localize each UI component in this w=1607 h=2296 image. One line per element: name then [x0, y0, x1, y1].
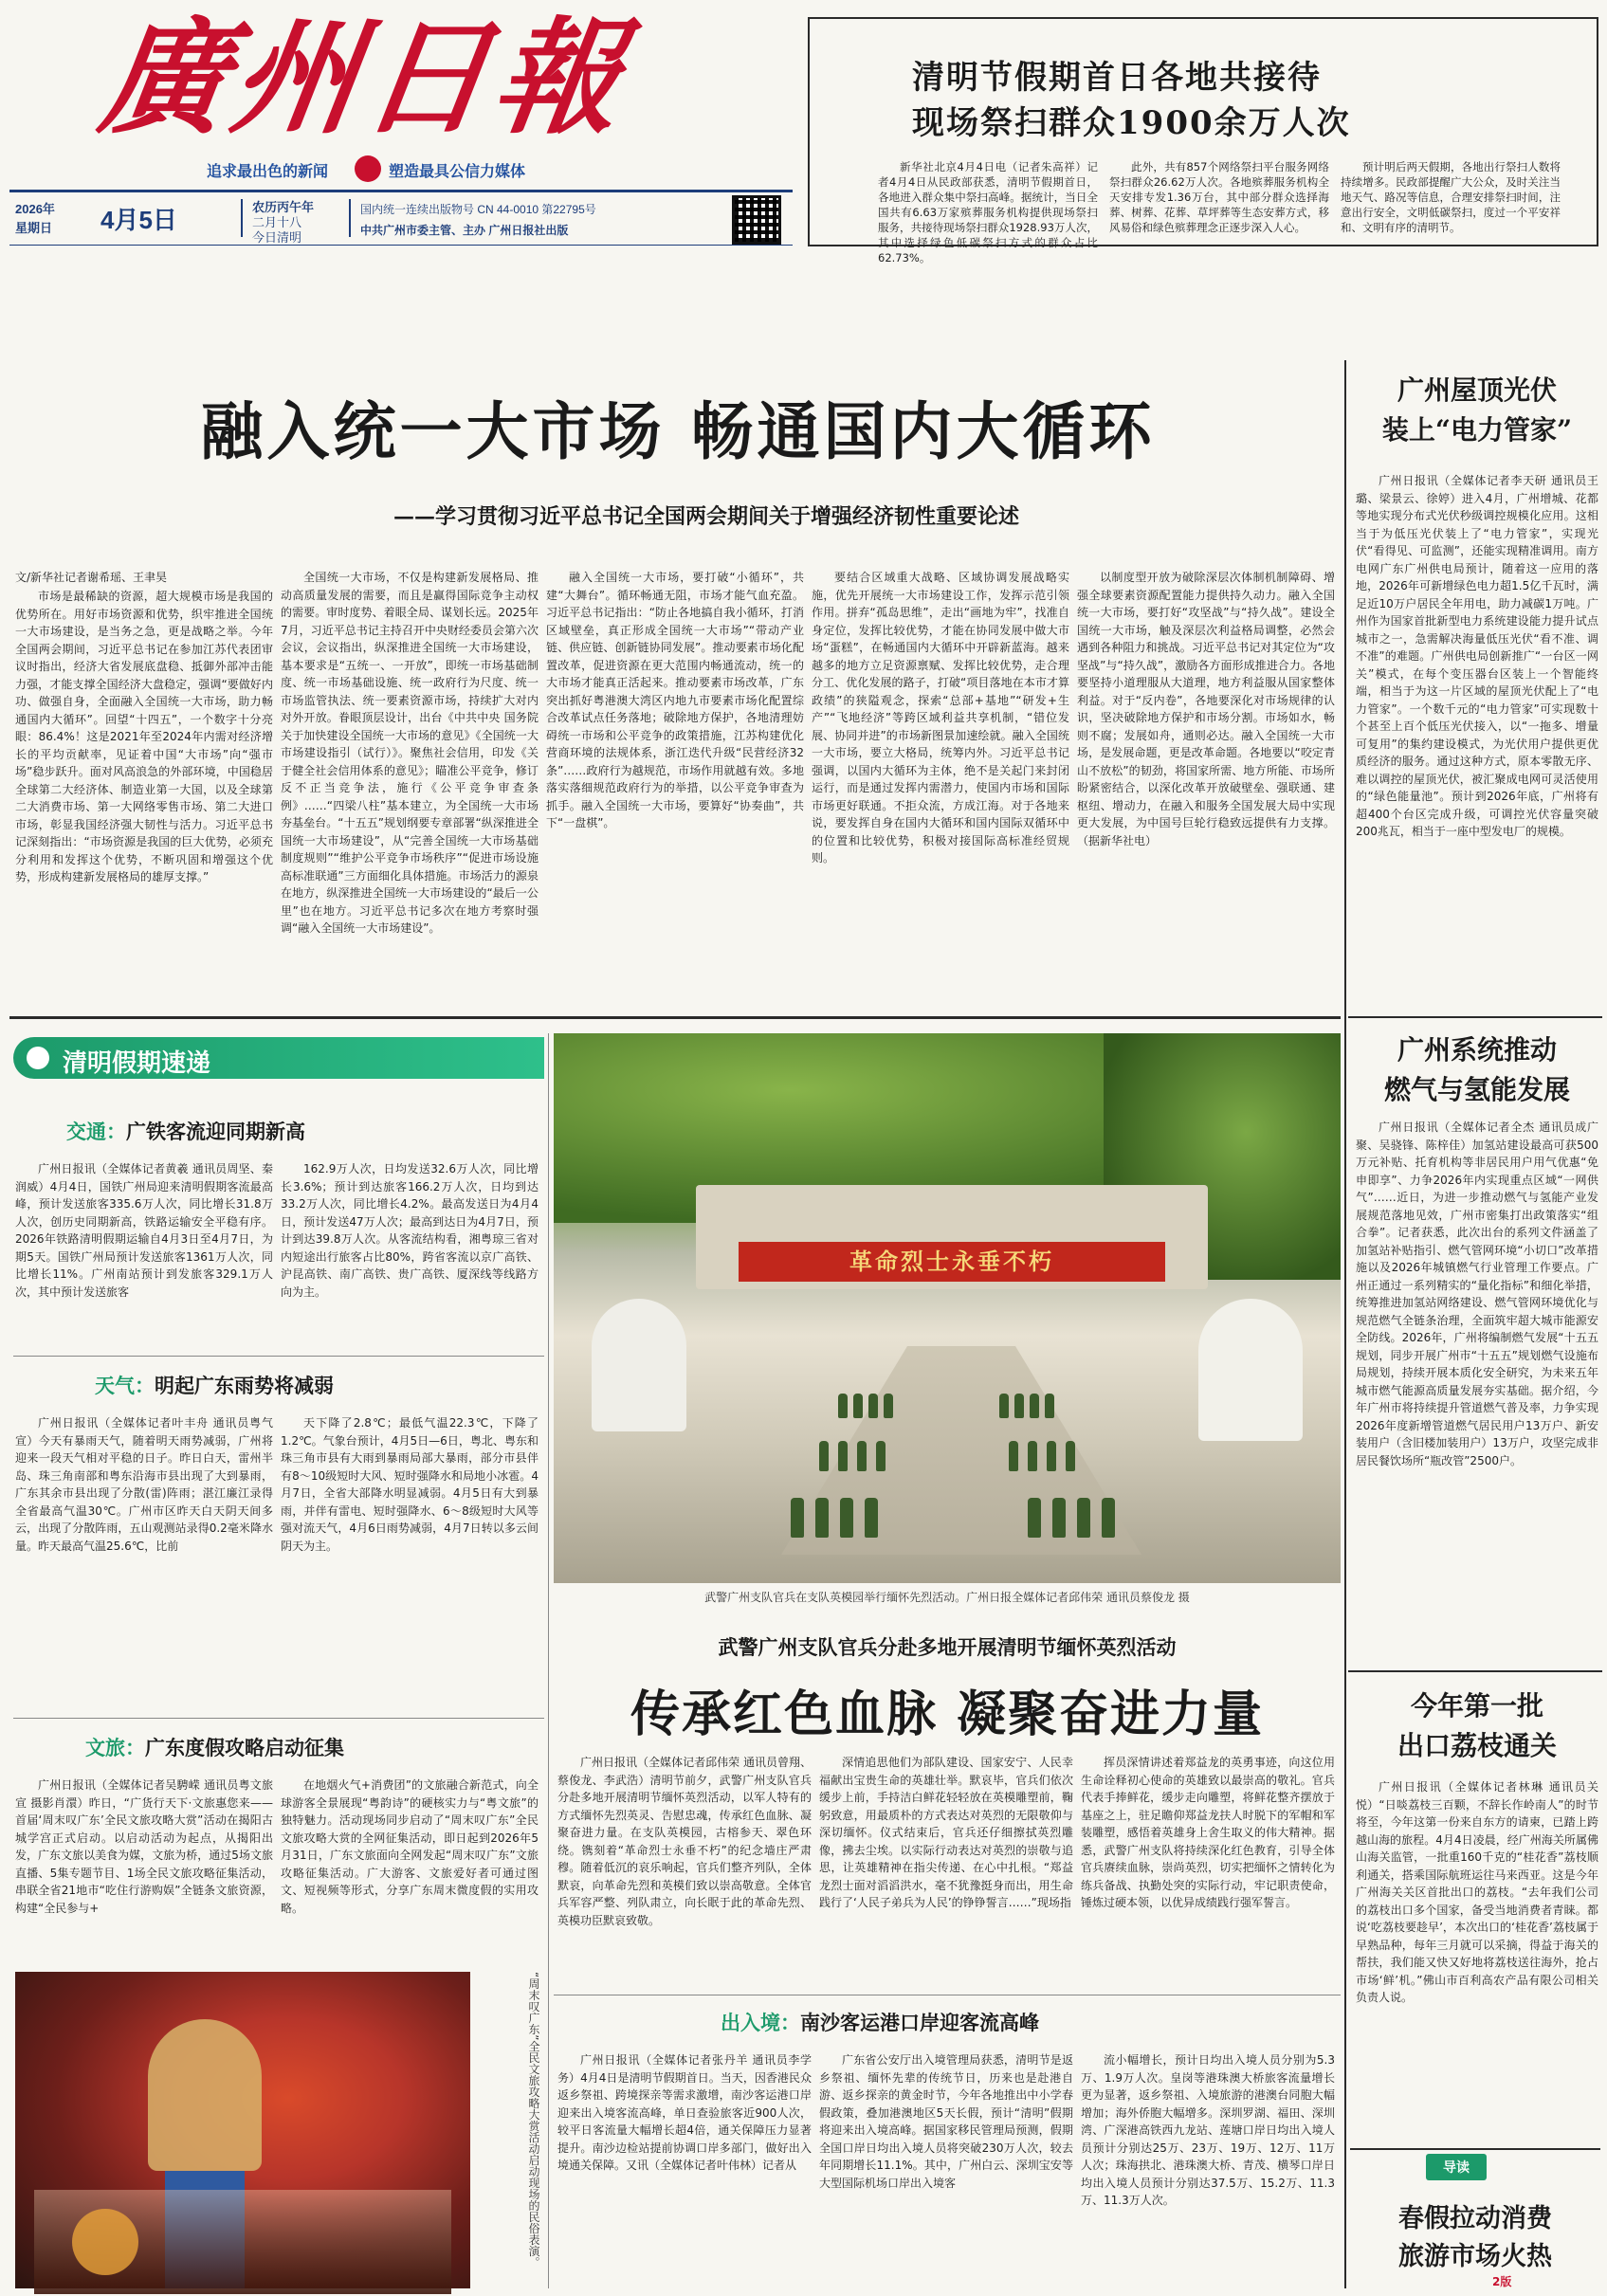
top-story-col2: 此外，共有857个网络祭扫平台服务网络祭扫群众26.62万人次。各地殡葬服务机构全天安排专发1.36万台，其中部分群众选择海葬、树葬、花葬、草坪葬等生态安葬方式，移风易俗和绿色殡葬理念正逐步深入人心。 — [1109, 160, 1329, 234]
dateline-year: 2026年 — [15, 202, 55, 216]
dateline-date: 4月5日 — [100, 206, 177, 234]
qingming-section-bar — [13, 1037, 544, 1079]
right-story2-headline-1: 广州系统推动 — [1397, 1034, 1557, 1066]
masthead-logo-icon — [355, 155, 381, 182]
s3-heading — [85, 1733, 344, 1761]
s2-col1: 广州日报讯（全媒体记者叶丰舟 通讯员粤气宣）今天有暴雨天气，随着明天雨势减弱，广州将迎来一段天气相对平稳的日子。昨日白天，雷州半岛、珠三角南部和粤东沿海市县出现了大到暴雨，广东其余市县出现了分散(雷)阵雨；湛江廉江录得全省最高气温30℃。广州市区昨天白天阴天间多云，出现了分散阵雨，五山观测站录得0.2毫米降水量。昨天最高气温25.6℃，比前 — [15, 1416, 273, 1553]
right-story1-headline-1: 广州屋顶光伏 — [1397, 374, 1557, 406]
s1-col2: 162.9万人次，日均发送32.6万人次，同比增长3.6%；预计到达旅客166.2万人次，日均到达33.2万人次，同比增长4.2%。最高发送日为4月4日，预计发送47万人次；最高到达日为4月7日，预计到达39.8万人次。从客流结构看，湘粤琼三省对内短途出行旅客占比80%，跨省客流以京广高铁、沪昆高铁、南广高铁、贵广高铁、厦深线等线路方向为主。 — [281, 1162, 539, 1299]
guide-line-1: 春假拉动消费 — [1398, 2204, 1552, 2233]
top-story-col3: 预计明后两天假期，各地出行祭扫人数将持续增多。民政部提醒广大公众，及时关注当地天气、路况等信息，合理安排祭扫时间，注意出行安全，文明低碳祭扫，度过一个平安祥和、文明有序的清明节。 — [1341, 160, 1561, 234]
masthead-slogan-right: 塑造最具公信力媒体 — [389, 164, 526, 180]
right-story1-headline-2: 装上“电力管家” — [1381, 414, 1573, 446]
masthead-slogan-left: 追求最出色的新闻 — [207, 164, 329, 180]
right-story1-body: 广州日报讯（全媒体记者李天研 通讯员王璐、梁景云、徐婷）进入4月，广州增城、花都等地实现分布式光伏秒级调控规模化应用。这相当于为低压光伏装上了“电力管家”，实现光伏“看得见、可监测”，还能实现精准调用。南方电网广东广州供电局预计，随着这一应用的落地，2026年可新增绿色电力超1.5亿千瓦时，满足近10万户居民全年用电，助力减碳1万吨。广州作为国家首批新型电力系统建设能力提升试点城市之一，急需解决海量低压光伏“看不准、调不准”的难题。广州供电局创新推广“一台区一网关”模式，在每个变压器台区装上一个智能终端，相当于为这一片区域的屋顶光伏配上了“电力管家”。一个数千元的“电力管家”可实现数十个甚至上百个低压光伏接入，以“一拖多、增量可复用”的集约建设模式，为光伏用户提供更优质经济的服务。通过这种方式，原本零散无序、难以调控的屋顶光伏，被汇聚成电网可灵活使用的“绿色能量池”。预计到2026年底，广州将有超400个台区完成升级，可调控光伏容量突破200兆瓦，相当于一座中型发电厂的规模。 — [1356, 474, 1598, 838]
memorial-photo-caption: 武警广州支队官兵在支队英模园举行缅怀先烈活动。广州日报全媒体记者邱伟荣 通讯员蔡俊龙 摄 — [704, 1591, 1190, 1604]
top-story-headline-2: 现场祭扫群众1900余万人次 — [912, 104, 1351, 142]
dateline-lunar: 农历丙午年 — [252, 200, 315, 214]
s2-title: 明起广东雨势将减弱 — [155, 1375, 334, 1397]
section-bar-icon — [27, 1047, 49, 1069]
center-col2: 深情追思他们为部队建设、国家安宁、人民幸福献出宝贵生命的英雄壮举。默哀毕，官兵们依次缓步上前，手持洁白鲜花轻轻放在英模雕塑前，鞠躬致意，用最质朴的方式表达对英烈的无限敬仰与深切缅怀。仪式结束后，官兵还仔细擦拭英烈雕像，拂去尘埃。以实际行动表达对英烈的崇敬与追思，让英雄精神在指尖传递、在心中扎根。“郑益龙烈士面对滔滔洪水，毫不犹豫挺身而出，用生命践行了‘人民子弟兵为人民’的铮铮誓言……”现场指 — [819, 1756, 1073, 1909]
s2-col2: 天下降了2.8℃；最低气温22.3℃，下降了1.2℃。气象台预计，4月5日—6日，粤北、粤东和珠三角市县有大雨到暴雨局部大暴雨，部分市县伴有8～10级短时大风、短时强降水和局地小冰雹。4月7日，全省大部降水明显减弱。4月5日有大到暴雨，并伴有雷电、短时强降水、6～8级短时大风等强对流天气，4月6日雨势减弱，4月7日转以多云间阴天为主。 — [281, 1416, 539, 1553]
main-story-col5: 以制度型开放为破除深层次体制机制障碍、增强全球要素资源配置能力提供持久动力。融入全国统一大市场，要打好“攻坚战”与“持久战”。建设全国统一大市场，触及深层次利益格局调整，必然会遇到各种阻力和挑战。习近平总书记对其定位为“攻坚战”与“持久战”，激励各方面形成推进合力。各地要坚持小道理服从大道理，地方利益服从国家整体利益。对于“反内卷”，各地要深化对市场规律的认识，坚决破除地方保护和市场分割。市场如水，畅则不腐；发展如舟，通则必达。融入全国统一大市场，是发展命题，更是改革命题。各地要以“咬定青山不放松”的韧劲，将国家所需、地方所能、市场所盼紧密结合，以深化改革开放破壁垒、强联通、建枢纽、增动力，在融入和服务全国发展大局中实现更大发展，为中国号巨轮行稳致远提供有力支撑。（据新华社电） — [1077, 571, 1335, 847]
guide-label: 导读 — [1426, 2154, 1487, 2180]
top-story — [808, 17, 1598, 264]
main-story-col2: 全国统一大市场，不仅是构建新发展格局、推动高质量发展的需要，而且是赢得国际竞争主动权的需要。审时度势、着眼全局、谋划长远。2025年7月，习近平总书记主持召开中央财经委员会第六次会议，会议指出，纵深推进全国统一大市场建设，基本要求是“五统一、一开放”，即统一市场基础制度、统一市场基础设施、统一政府行为尺度、统一市场监管执法、统一要素资源市场，持续扩大对内对外开放。眷眼顶层设计，出台《中共中央 国务院关于加快建设全国统一大市场的意见》《全国统一大市场建设指引（试行）》。聚焦社会信用，印发《关于健全社会信用体系的意见》；瞄准公平竞争，修订反不正当竞争法，施行《公平竞争审查条例》……“四梁八柱”基本建立，为全国统一大市场夯基垒台。“十五五”规划纲要专章部署“纵深推进全国统一大市场建设”，从“完善全国统一大市场基础制度规则”“维护公平竞争市场秩序”“促进市场设施高标准联通”三方面细化具体措施。市场活力的源泉在地方，纵深推进全国统一大市场建设的“最后一公里”也在地方。习近平总书记多次在地方考察时强调“融入全国统一大市场建设”。 — [281, 571, 539, 935]
qr-code[interactable] — [732, 195, 781, 245]
s4-heading — [721, 2008, 1039, 2036]
s1-tag: 交通： — [66, 1121, 126, 1143]
s3-col1: 广州日报讯（全媒体记者吴騁嵘 通讯员粤文旅宣 摄影肖澴）昨日，“广货行天下·文旅惠您来——首届‘周末叹广东’全民文旅攻略大赏”活动在揭阳古城学宫正式启动。以启动活动为起点，从揭阳出发，广东文旅以美食为媒，文旅为桥，通过5场文旅直播、5集专题节目、1场全民文旅攻略征集活动，串联全省21地市“吃住行游购娱”全链条文旅资源，构建“全民参与+ — [15, 1778, 273, 1915]
top-story-headline-1: 清明节假期首日各地共接待 — [912, 59, 1322, 97]
s4-title: 南沙客运港口岸迎客流高峰 — [800, 2012, 1039, 2034]
right-story3-headline-2: 出口荔枝通关 — [1397, 1730, 1557, 1761]
folk-performance-photo[interactable] — [15, 1972, 470, 2288]
dateline-weekday: 星期日 — [15, 221, 53, 235]
s1-heading — [66, 1117, 305, 1145]
s4-col3: 流小幅增长，预计日均出入境人员分别为5.3万、1.9万人次。皇岗等港珠澳大桥旅客流量增长更为显著，返乡祭祖、入境旅游的港澳台同胞大幅增加；海外侨胞大幅增多。深圳罗湖、福田、深圳湾、广深港高铁西九龙站、莲塘口岸日均出入境人员预计分别达25万、23万、19万、12万、11万人次；珠海拱北、港珠澳大桥、青茂、横琴口岸日均出入境人员预计分别达37.5万、15.2万、11.3万、11.3万人次。 — [1081, 2053, 1335, 2207]
s2-tag: 天气： — [95, 1375, 155, 1397]
memorial-banner: 革命烈士永垂不朽 — [739, 1242, 1165, 1282]
right-story3-headline-1: 今年第一批 — [1410, 1690, 1543, 1722]
s4-tag: 出入境： — [721, 2012, 800, 2034]
guide-page: 2版 — [1492, 2275, 1512, 2288]
top-story-col1: 新华社北京4月4日电（记者朱高祥）记者4月4日从民政部获悉，清明节假期首日，各地进入群众集中祭扫高峰。据统计，当日全国共有6.63万家殡葬服务机构提供现场祭扫服务，共接待现场祭扫群众1928.93万人次，其中选择绿色低碳祭扫方式的群众占比62.73%。 — [878, 160, 1098, 264]
s4-col1: 广州日报讯（全媒体记者张丹羊 通讯员李学务）4月4日是清明节假期首日。当天，因香港民众返乡祭祖、跨境探亲等需求激增，南沙客运港口岸迎来出入境客流高峰，单日查验旅客近900人次，较平日客流量大幅增长超4倍，通关保障压力显著提升。南沙边检站提前协调口岸多部门，做好出入境通关保障。又讯（全媒体记者叶伟林）记者从 — [557, 2053, 812, 2172]
s2-heading — [95, 1371, 334, 1399]
memorial-photo[interactable] — [554, 1033, 1341, 1583]
qingming-section-title: 清明假期速递 — [63, 1049, 211, 1078]
center-col3: 挥员深情讲述着郑益龙的英勇事迹，向这位用生命诠释初心使命的英雄致以最崇高的敬礼。官兵代表手捧鲜花，缓步走向雕塑，将鲜花整齐摆放于基座之上，驻足瞻仰郑益龙扶人时脱下的军帽和军装雕塑，感悟着英雄身上舍生取义的伟大精神。据悉，武警广州支队将持续深化红色教育，引导全体官兵赓续血脉，崇尚英烈，切实把缅怀之情转化为练兵备战、执勤处突的实际行动，牢记职责使命，锤炼过硬本领，以优异成绩践行强军誓言。 — [1081, 1756, 1335, 1909]
guide-box[interactable] — [1350, 2148, 1600, 2290]
dateline-lunar-day: 二月十八 — [252, 215, 302, 229]
s4-col2: 广东省公安厅出入境管理局获悉，清明节是返乡祭祖、缅怀先辈的传统节日，历来也是赴港自游、返乡探亲的黄金时节，今年各地推出中小学春假政策，叠加港澳地区5天长假，预计“清明”假期将迎来出入境高峰。据国家移民管理局预测，假期全国口岸日均出入境人员将突破230万人次，较去年同期增长11.1%。其中，广州白云、深圳宝安等大型国际机场口岸出入境客 — [819, 2053, 1073, 2190]
right-story2-body: 广州日报讯（全媒体记者全杰 通讯员成广聚、吴骁锋、陈梓佳）加氢站建设最高可获500万元补贴、托育机构等非居民用户用气优惠“免申即享”、力争2026年内实现重点区域“一网供气”……近日，为进一步推动燃气与氢能产业发展规范落地见效，广州市密集打出政策落实“组合拳”。记者获悉，此次出台的系列文件涵盖了加氢站补贴指引、燃气管网环境“小切口”改革措施以及2026年城镇燃气行业管理工作要点。广州正通过一系列精实的“量化指标”和细化举措，统筹推进加氢站网络建设、燃气管网环境优化与规范燃气全链条治理，全面筑牢超大城市能源安全防线。2026年，广州将编制燃气发展“十五五规划，同步开展广州市“十五五”规划燃气设施布局规划，持续开展本质化安全研究，为未来五年城市燃气能源高质量发展夯实基础。据介绍，今年广州市将持续提升管道燃气普及率，力争实现2026年度新增管道燃气居民用户13万户、新安装用户（含旧楼加装用户）13万户，攻坚完成非居民餐饮场所“瓶改管”2500户。 — [1356, 1121, 1598, 1467]
folk-photo-caption: “周末叹广东”全民文旅攻略大赏活动启动现场的民俗表演。 — [527, 1972, 540, 2269]
s1-title: 广铁客流迎同期新高 — [126, 1121, 305, 1143]
s3-title: 广东度假攻略启动征集 — [145, 1737, 344, 1759]
center-col1: 广州日报讯（全媒体记者邱伟荣 通讯员曾翔、蔡俊龙、李武浩）清明节前夕，武警广州支队官兵分赴多地开展清明节缅怀英烈活动，以军人特有的方式缅怀先烈英灵、告慰忠魂，传承红色血脉、凝聚奋进力量。在支队英模园，古榕参天、翠色环绕。镌刻着“革命烈士永垂不朽”的纪念墙庄严肃穆。随着低沉的哀乐响起，官兵们整齐列队，全体默哀，向革命先烈和英模们致以崇高敬意。全体官兵军容严整、列队肃立，向长眠于此的革命先烈、英模功臣默哀致敬。 — [557, 1756, 812, 1927]
right-story2-headline-2: 燃气与氢能发展 — [1383, 1074, 1570, 1105]
dateline-solar-term: 今日清明 — [252, 230, 302, 245]
right-story3-body: 广州日报讯（全媒体记者林琳 通讯员关悦）“日啖荔枝三百颗，不辞长作岭南人”的时节将至，今年这第一份来自东方的请柬，已踏上跨越山海的旅程。4月4日凌晨，经广州海关所属佛山海关监管，一批重160千克的“桂花香”荔枝顺利通关，搭乘国际航班运往马来西亚。这是今年广州海关关区首批出口的荔枝。“去年我们公司的荔枝出口多个国家，备受当地消费者青睐。都说‘吃荔枝要趁早’，本次出口的‘桂花香’荔枝属于早熟品种，每年三月就可以采摘，得益于海关的帮扶，我们能又快又好地将荔枝送往海外，抢占市场‘鲜’机。”佛山市百利高农产品有限公司相关负责人说。 — [1356, 1780, 1598, 2004]
s3-col2: 在地烟火气+消费团”的文旅融合新范式，向全球游客全景展现“粤韵诗”的硬核实力与“粤文旅”的独特魅力。活动现场同步启动了“周末叹广东”全民文旅攻略大赏的全网征集活动，即日起到2026年5月31日，广东文旅面向全网发起“周末叹广东”文旅攻略征集活动。广大游客、文旅爱好者可通过图文、短视频等形式，分享广东周末微度假的实用攻略。 — [281, 1778, 539, 1915]
center-headline: 传承红色血脉 凝聚奋进力量 — [630, 1686, 1265, 1743]
dateline-cn-number: 国内统一连续出版物号 CN 44-0010 第22795号 — [360, 203, 596, 216]
s1-col1: 广州日报讯（全媒体记者黄羲 通讯员周坚、秦润威）4月4日，国铁广州局迎来清明假期客流最高峰，预计发送旅客335.6万人次，同比增长31.8万人次，创历史同期新高，铁路运输安全平稳有序。2026年铁路清明假期运输自4月3日至4月7日，为期5天。国铁广州局预计发送旅客1361万人次，同比增长11%。广州南站预计到发旅客329.1万人次，其中预计发送旅客 — [15, 1162, 273, 1299]
dateline — [9, 195, 793, 245]
main-story-subhead: ——学习贯彻习近平总书记全国两会期间关于增强经济韧性重要论述 — [393, 504, 1019, 529]
center-kicker: 武警广州支队官兵分赴多地开展清明节缅怀英烈活动 — [718, 1636, 1177, 1659]
main-story-col3: 融入全国统一大市场，要打破“小循环”，共建“大舞台”。循环畅通无阻，市场才能气血充盈。习近平总书记指出：“防止各地搞自我小循环，打消区域壁垒，真正形成全国统一大市场”“带动产业链、供应链、创新链协同发展”。推动要素市场化配置改革，促进资源在更大范围内畅通流动，统一的大市场才能真正活起来。推动要素市场改革，广东突出抓好粤港澳大湾区内地九市要素市场化配置综合改革试点任务落地；破除地方保护，各地清理妨碍统一市场和公平竞争的政策措施，江苏构建优化营商环境的法规体系，浙江迭代升级“民营经济32条”……政府行为越规范，市场作用就越有效。多地落实落细规范政府行为的举措，以公平竞争审查为抓手。融入全国统一大市场，要算好“协奏曲”，共下“一盘棋”。 — [546, 571, 804, 829]
masthead-title: 廣州日報 — [92, 5, 636, 152]
main-story-byline: 文/新华社记者谢希瑶、王聿昊 — [15, 571, 168, 584]
main-story-col4: 要结合区域重大战略、区域协调发展战略实施，优先开展统一大市场建设工作，发挥示范引领作用。拼弃“孤岛思维”，走出“画地为牢”，找准自身定位，发挥比较优势，才能在协同发展中做大市场“蛋糕”，在畅通国内大循环中开辟新蓝海。越来越多的地方立足资源禀赋、发挥比较优势，走合理分工、优化发展的路子，打破“项目落地在本市才算政绩”的狭隘观念，探索“总部+基地”“研发+生产”“飞地经济”等跨区域利益共享机制，“错位发展、协同并进”的市场新图景加速绘就。融入全国统一大市场，要立大格局，统筹内外。习近平总书记强调，以国内大循环为主体，绝不是关起门来封闭运行，而是通过发挥内需潜力，使国内市场和国际市场更好联通。不拒众流，方成江海。对于各地来说，要发挥自身在国内大循环和国内国际双循环中的位置和比较优势，积极对接国际高标准经贸规则。 — [812, 571, 1069, 865]
dateline-sponsor: 中共广州市委主管、主办 广州日报社出版 — [360, 224, 569, 237]
masthead — [17, 5, 794, 190]
guide-line-2: 旅游市场火热 — [1398, 2242, 1552, 2271]
main-story-headline: 融入统一大市场 畅通国内大循环 — [200, 394, 1156, 468]
main-story-col1: 市场是最稀缺的资源，超大规模市场是我国的优势所在。用好市场资源和优势，织牢推进全国统一大市场建设，是当务之急，更是战略之举。今年全国两会期间，习近平总书记在参加江苏代表团审议时指出，经济大省发展底盘稳、抵御外部冲击能力强，才能支撑全国经济大盘稳定，强调“要做好内功、做强自身，全面融入全国统一大市场，助力畅通国内大循环”。回望“十四五”，一个数字十分亮眼：86.4%！这是2021年至2024年内需对经济增长的平均贡献率，见证着中国“大市场”向“强市场”稳步跃升。面对风高浪急的外部环境，中国稳居全球第二大经济体、制造业第一大国，以及全球第二大消费市场、第一大网络零售市场、第二大进口市场，彰显我国经济强大韧性与活力。习近平总书记深刻指出：“市场资源是我国的巨大优势，必须充分利用和发挥这个优势，不断巩固和增强这个优势，形成构建新发展格局的雄厚支撑。” — [15, 590, 273, 884]
s3-tag: 文旅： — [85, 1737, 145, 1759]
